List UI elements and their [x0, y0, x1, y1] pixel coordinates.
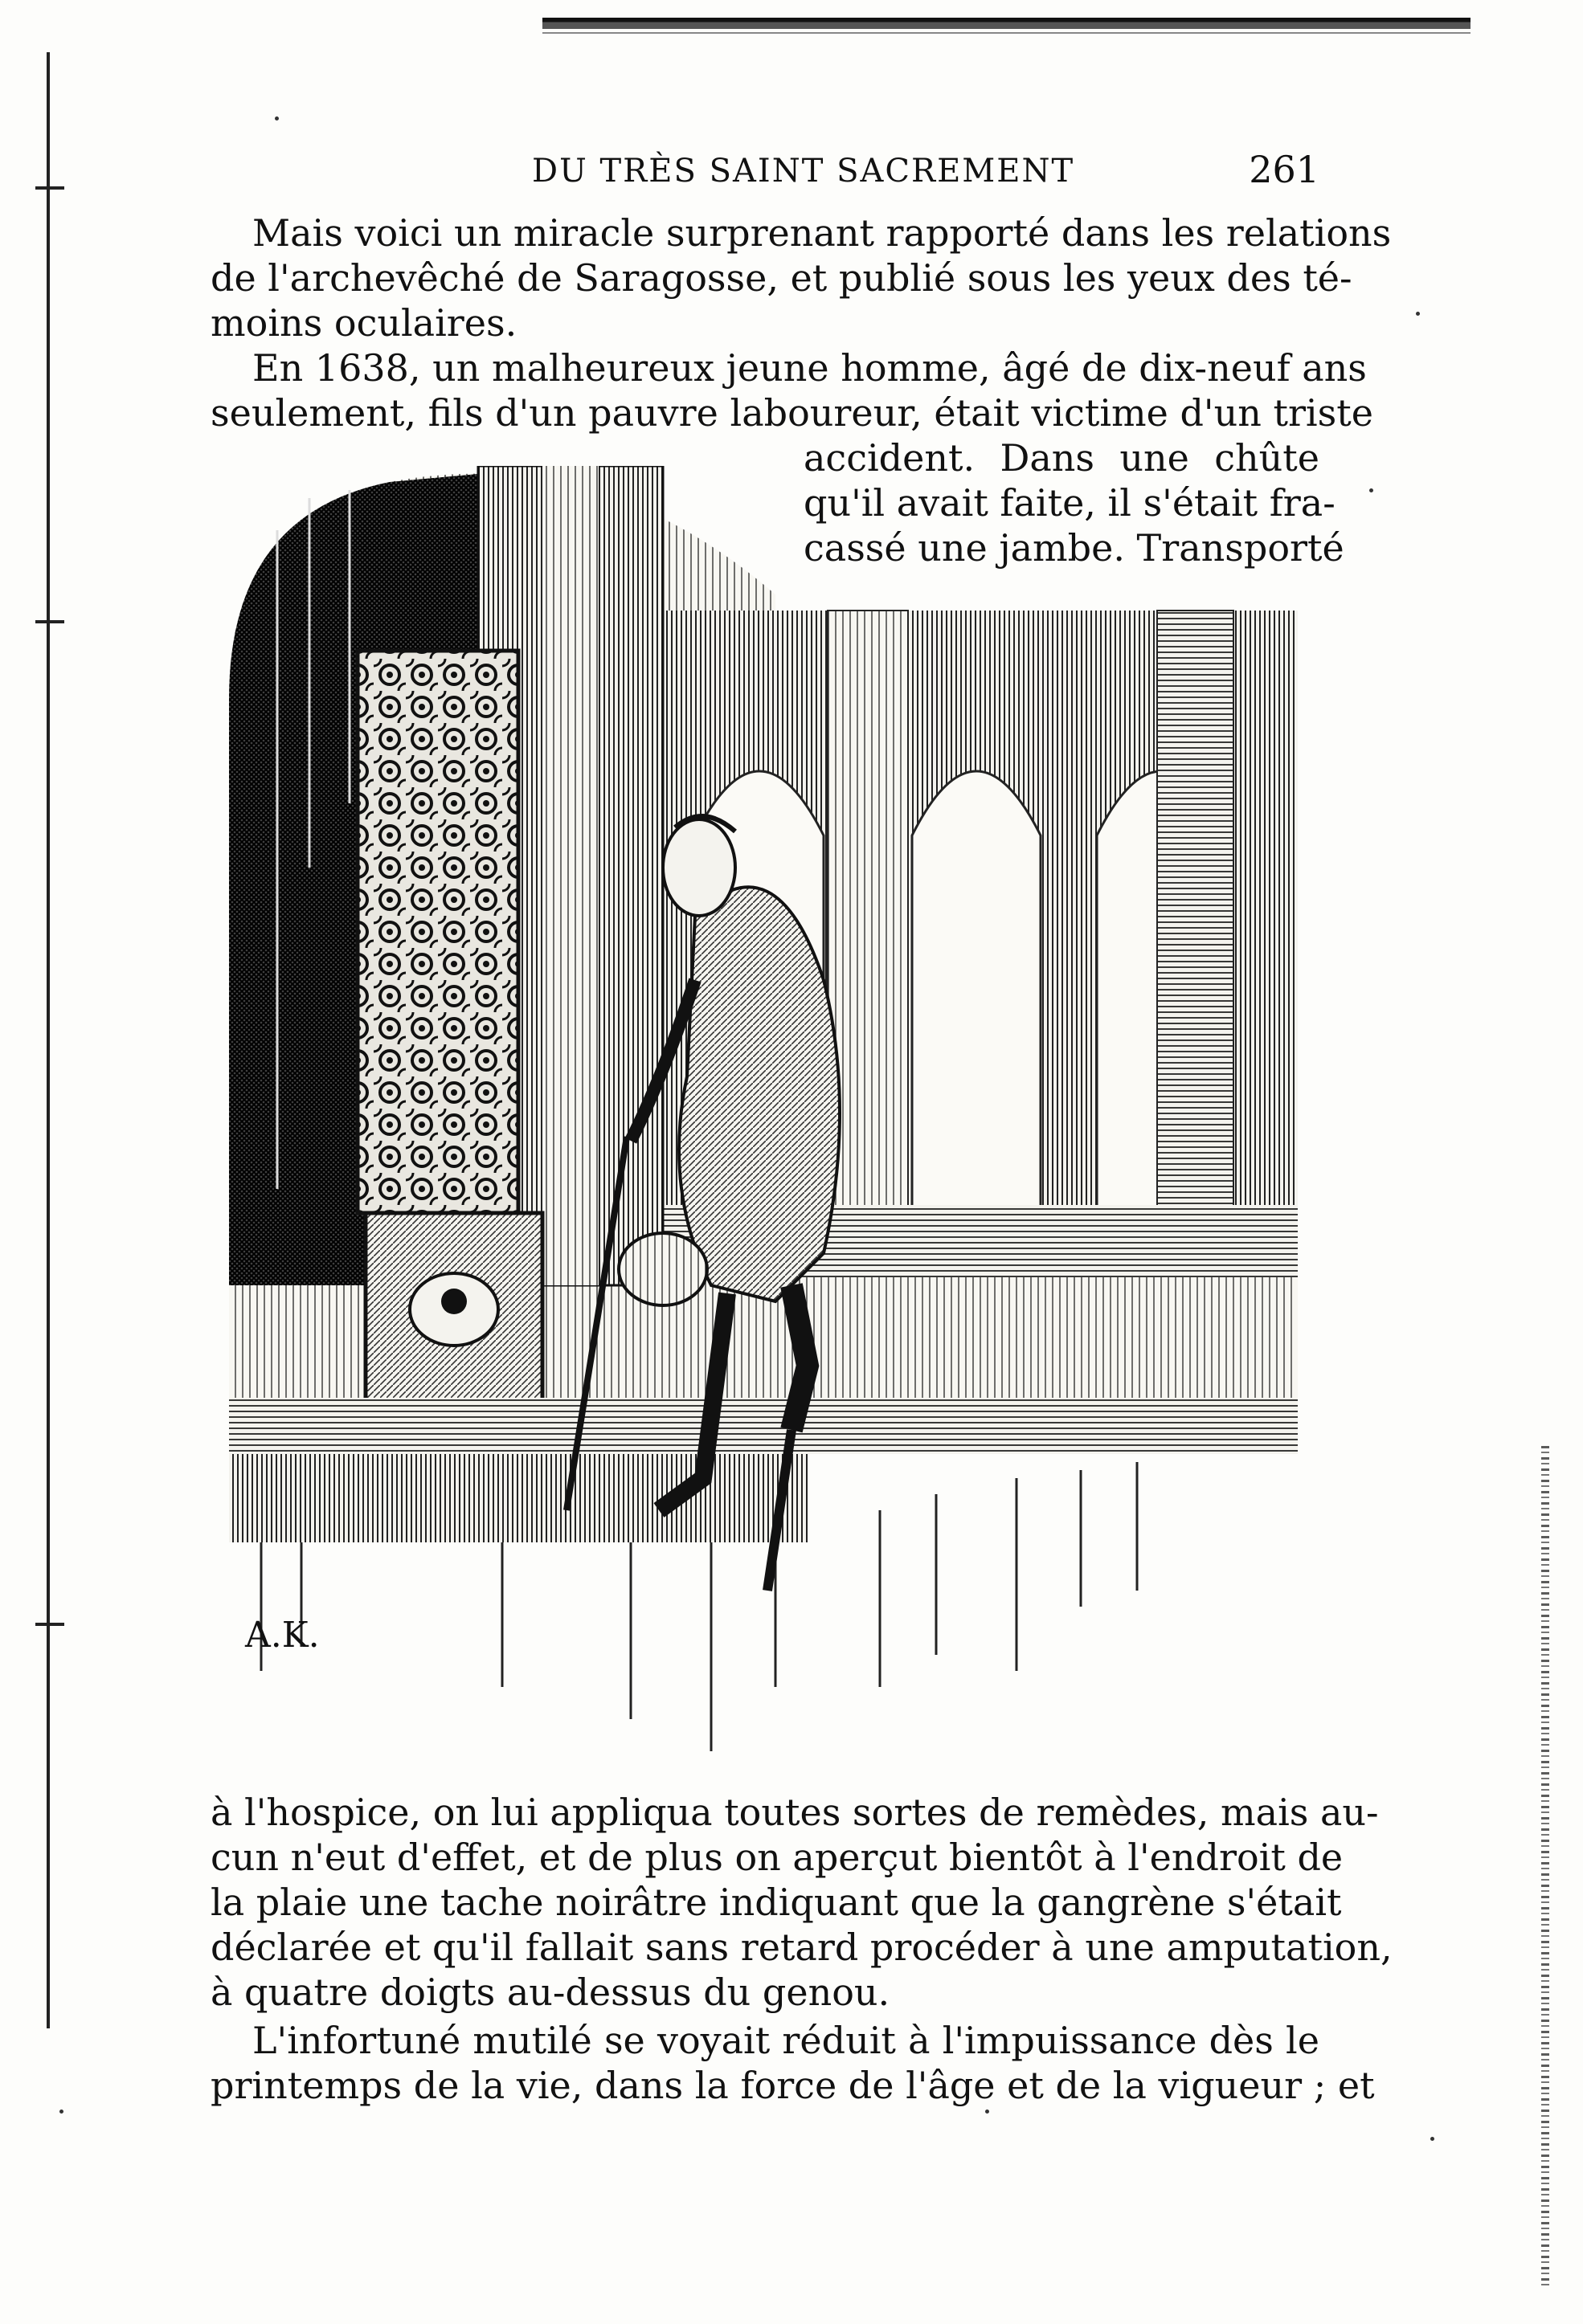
engraving-illustration [213, 466, 1314, 1775]
text-line: Mais voici un miracle surprenant rapporté dans les relations [252, 211, 1392, 255]
top-rule [542, 18, 1471, 29]
text-line: à l'hospice, on lui appliqua toutes sortes de remèdes, mais au- [211, 1791, 1379, 1834]
scan-speck [985, 2110, 989, 2114]
text-line: qu'il avait faite, il s'était fra- [804, 481, 1336, 525]
top-rule-thin [542, 32, 1471, 34]
text-line: à quatre doigts au-dessus du genou. [211, 1971, 890, 2014]
illustration-signature: A.K. [245, 1615, 320, 1656]
paragraph-2-continued [211, 1790, 1393, 2015]
paragraph-2-full [211, 345, 1373, 435]
text-line: la plaie une tache noirâtre indiquant que la gangrène s'était [211, 1881, 1342, 1924]
scan-speck [1369, 488, 1373, 492]
scan-speck [59, 2110, 63, 2114]
text-line: seulement, fils d'un pauvre laboureur, était victime d'un triste [211, 391, 1373, 435]
text-line: de l'archevêché de Saragosse, et publié sous les yeux des té- [211, 256, 1352, 300]
text-line: accident. Dans une chûte [804, 436, 1319, 480]
text-line: cun n'eut d'effet, et de plus on aperçut bientôt à l'endroit de [211, 1836, 1344, 1879]
binding-rule [47, 52, 50, 2028]
text-line: L'infortuné mutilé se voyait réduit à l'impuissance dès le [252, 2019, 1319, 2062]
text-line: moins oculaires. [211, 301, 517, 345]
paragraph-1 [211, 210, 1392, 345]
text-line: printemps de la vie, dans la force de l'âge et de la vigueur ; et [211, 2064, 1375, 2107]
scan-speck [1416, 312, 1420, 316]
scan-edge-noise [1541, 1446, 1549, 2289]
binding-tick [35, 186, 64, 190]
text-line: cassé une jambe. Transporté [804, 526, 1344, 570]
binding-tick [35, 1623, 64, 1626]
running-head: DU TRÈS SAINT SACREMENT [532, 153, 1075, 190]
scan-speck [275, 116, 279, 120]
page-header [211, 148, 1319, 194]
binding-tick [35, 620, 64, 623]
text-line: déclarée et qu'il fallait sans retard procéder à une amputation, [211, 1926, 1393, 1969]
paragraph-3 [211, 2018, 1375, 2108]
scan-speck [1430, 2137, 1434, 2141]
text-line: En 1638, un malheureux jeune homme, âgé de dix-neuf ans [252, 346, 1367, 390]
page-number: 261 [1249, 148, 1319, 191]
